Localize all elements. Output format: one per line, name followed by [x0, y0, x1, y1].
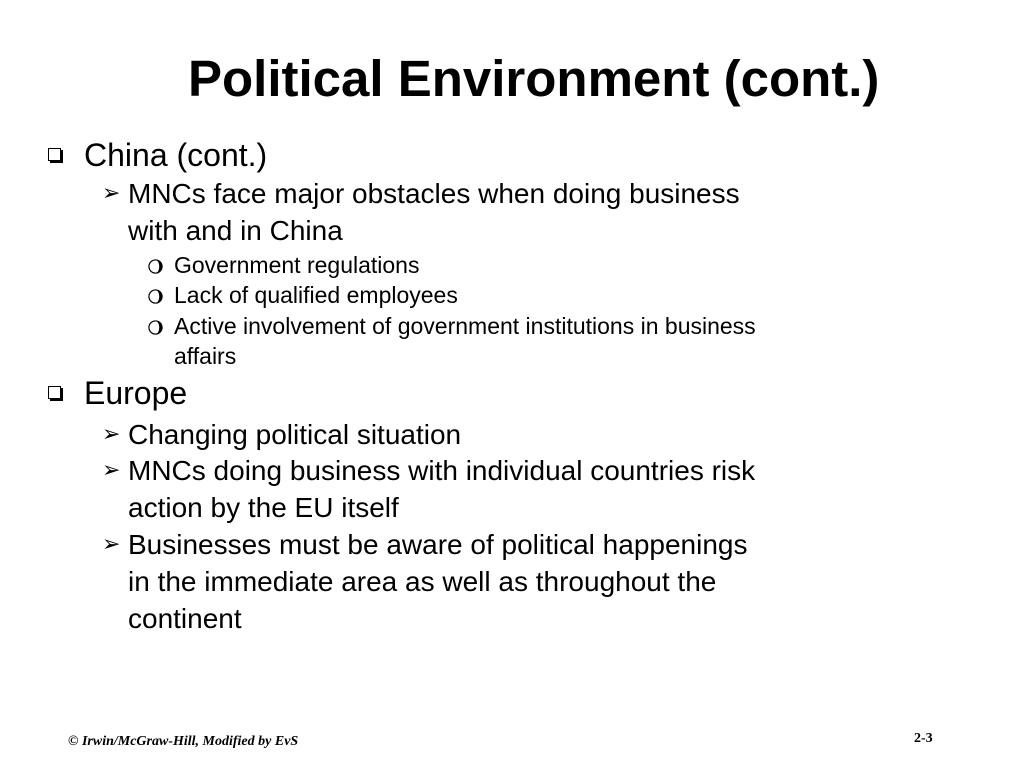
point-line: action by the EU itself: [128, 492, 399, 523]
crescent-bullet-icon: [148, 320, 163, 335]
subpoint-line: Lack of qualified employees: [174, 282, 458, 308]
crescent-bullet-icon: [148, 259, 163, 274]
arrow-bullet-icon: ➢: [102, 181, 121, 206]
point-line: continent: [128, 603, 242, 634]
subpoint-line: Active involvement of government institutions in business: [174, 313, 756, 339]
point-line: MNCs face major obstacles when doing business: [128, 178, 740, 209]
point-line: in the immediate area as well as throughout the: [128, 566, 717, 597]
point-text: [128, 452, 908, 526]
subpoint-text: [174, 280, 914, 310]
subpoint-line: affairs: [174, 343, 237, 369]
point-line: Businesses must be aware of political happenings: [128, 529, 748, 560]
point-line: with and in China: [128, 215, 343, 246]
copyright-footer: © Irwin/McGraw-Hill, Modified by EvS: [68, 734, 299, 749]
section-heading: Europe: [84, 375, 188, 411]
point-line: Changing political situation: [128, 419, 462, 450]
point-line: MNCs doing business with individual countries risk: [128, 455, 756, 486]
point-text: [128, 175, 908, 249]
arrow-bullet-icon: ➢: [102, 422, 121, 447]
subpoint-text: [174, 311, 914, 371]
subpoint-line: Government regulations: [174, 252, 420, 278]
slide-title: Political Environment (cont.): [188, 50, 880, 107]
page-number: 2-3: [914, 731, 933, 746]
point-text: [128, 416, 908, 453]
section-heading: China (cont.): [84, 137, 268, 173]
subpoint-text: [174, 250, 914, 280]
square-bullet-icon: [48, 386, 61, 399]
arrow-bullet-icon: ➢: [102, 458, 121, 483]
arrow-bullet-icon: ➢: [102, 532, 121, 557]
crescent-bullet-icon: [148, 289, 163, 304]
square-bullet-icon: [48, 148, 61, 161]
point-text: [128, 526, 908, 637]
